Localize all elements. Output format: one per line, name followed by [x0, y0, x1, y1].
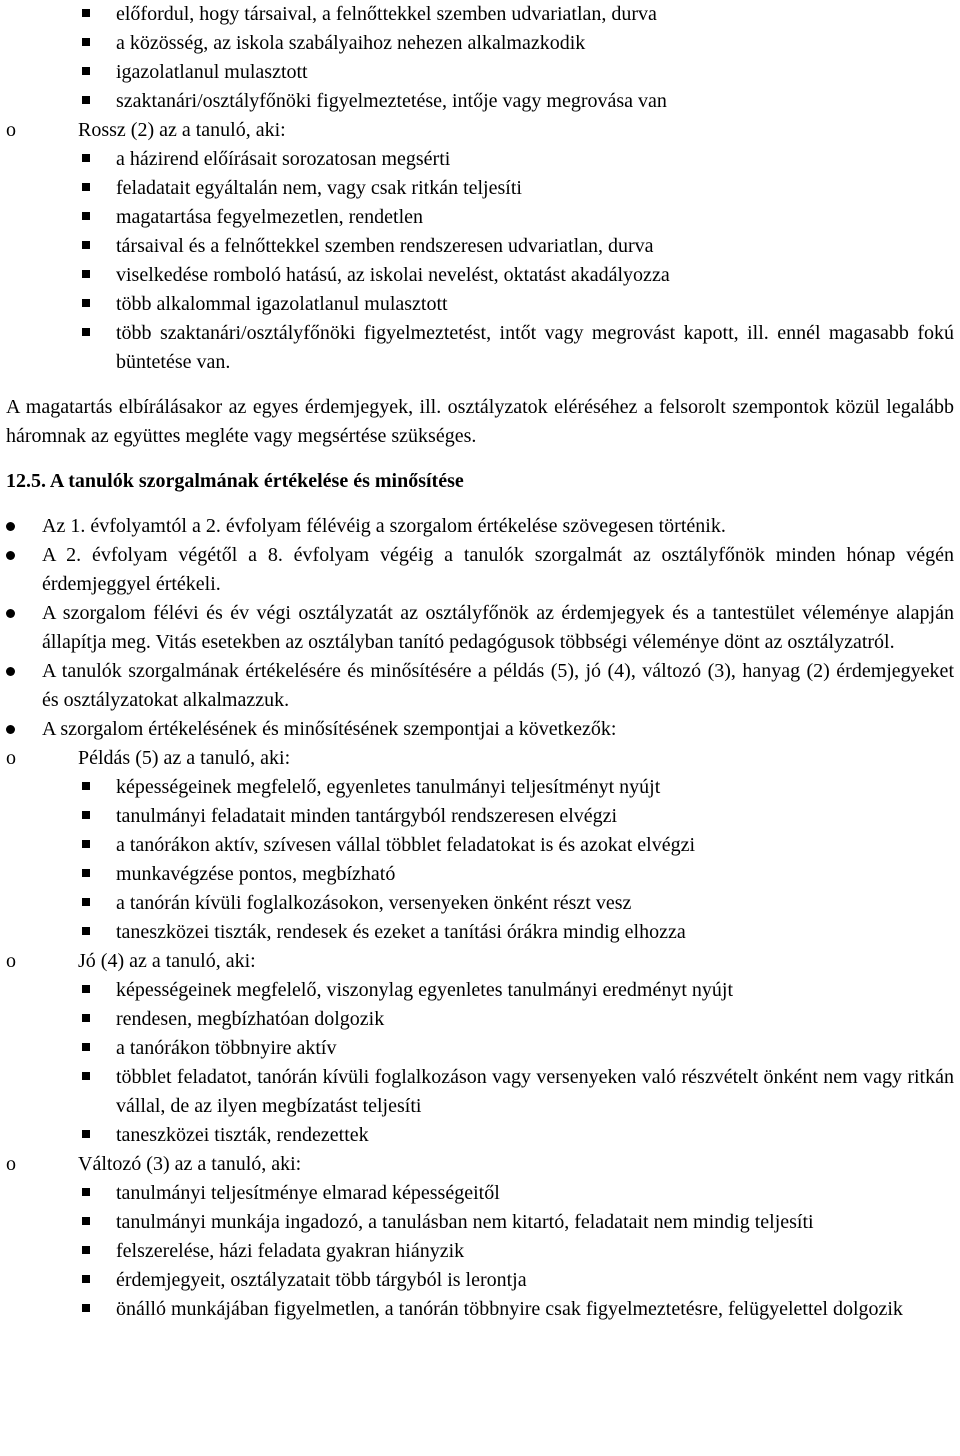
list-item: A szorgalom félévi és év végi osztályzatát az osztályfőnök az érdemjegyek és a tantestület véleménye alapján állapítja meg. Vitás esetekben az osztályban tanító pedagógusok többségi véleménye dönt az osztályzatról.: [6, 599, 954, 657]
list-item: előfordul, hogy társaival, a felnőttekkel szemben udvariatlan, durva: [6, 0, 954, 29]
list-item: tanulmányi feladatait minden tantárgyból rendszeresen elvégzi: [6, 802, 954, 831]
list-item: képességeinek megfelelő, viszonylag egyenletes tanulmányi eredményt nyújt: [6, 976, 954, 1005]
square-bullet-icon: [82, 782, 90, 790]
list-item: feladatait egyáltalán nem, vagy csak ritkán teljesíti: [6, 174, 954, 203]
list-item: tanulmányi munkája ingadozó, a tanulásban nem kitartó, feladatait nem mindig teljesíti: [6, 1208, 954, 1237]
list-item: munkavégzése pontos, megbízható: [6, 860, 954, 889]
circle-bullet-icon: o: [6, 747, 16, 769]
list-item: több szaktanári/osztályfőnöki figyelmeztetést, intőt vagy megrovást kapott, ill. ennél magasabb fokú büntetése van.: [6, 319, 954, 377]
block1-list: [6, 0, 954, 116]
bullet-list: [6, 512, 954, 744]
square-bullet-icon: [82, 9, 90, 17]
list-item: taneszközei tiszták, rendesek és ezeket a tanítási órákra mindig elhozza: [6, 918, 954, 947]
square-bullet-icon: [82, 840, 90, 848]
dot-bullet-icon: [6, 551, 15, 560]
spacer: [6, 496, 954, 512]
list-item: önálló munkájában figyelmetlen, a tanórán többnyire csak figyelmeztetésre, felügyelettel dolgozik: [6, 1295, 954, 1324]
square-bullet-icon: [82, 1043, 90, 1051]
list-item: A tanulók szorgalmának értékelésére és minősítésére a példás (5), jó (4), változó (3), hanyag (2) érdemjegyeket és osztályzatokat alkalmazzuk.: [6, 657, 954, 715]
square-bullet-icon: [82, 1275, 90, 1283]
list-item: Az 1. évfolyamtól a 2. évfolyam félévéig a szorgalom értékelése szövegesen történik.: [6, 512, 954, 541]
list-item: tanulmányi teljesítménye elmarad képességeitől: [6, 1179, 954, 1208]
list-item: képességeinek megfelelő, egyenletes tanulmányi teljesítményt nyújt: [6, 773, 954, 802]
square-bullet-icon: [82, 1304, 90, 1312]
square-bullet-icon: [82, 1130, 90, 1138]
list-item: A 2. évfolyam végétől a 8. évfolyam végéig a tanulók szorgalmát az osztályfőnök minden hónap végén érdemjeggyel értékeli.: [6, 541, 954, 599]
square-bullet-icon: [82, 1188, 90, 1196]
list-item: magatartása fegyelmezetlen, rendetlen: [6, 203, 954, 232]
circle-bullet-icon: o: [6, 950, 16, 972]
square-bullet-icon: [82, 1014, 90, 1022]
square-bullet-icon: [82, 328, 90, 336]
list-item: a tanórákon aktív, szívesen vállal többlet feladatokat is és azokat elvégzi: [6, 831, 954, 860]
jo-section: [6, 947, 954, 1150]
list-item: igazolatlanul mulasztott: [6, 58, 954, 87]
list-item: taneszközei tiszták, rendezettek: [6, 1121, 954, 1150]
square-bullet-icon: [82, 811, 90, 819]
square-bullet-icon: [82, 67, 90, 75]
list-item: a házirend előírásait sorozatosan megsérti: [6, 145, 954, 174]
list-item: a közösség, az iskola szabályaihoz nehezen alkalmazkodik: [6, 29, 954, 58]
square-bullet-icon: [82, 154, 90, 162]
square-bullet-icon: [82, 985, 90, 993]
list-item: többlet feladatot, tanórán kívüli foglalkozáson vagy versenyeken való részvételt önként nem vagy ritkán vállal, de az ilyen megbízatást teljesíti: [6, 1063, 954, 1121]
valtozo-section: [6, 1150, 954, 1324]
square-bullet-icon: [82, 38, 90, 46]
spacer: [6, 377, 954, 393]
square-bullet-icon: [82, 299, 90, 307]
rossz-section: [6, 116, 954, 377]
valtozo-title: o Változó (3) az a tanuló, aki:: [6, 1150, 954, 1179]
dot-bullet-icon: [6, 609, 15, 618]
dot-bullet-icon: [6, 522, 15, 531]
paragraph: A magatartás elbírálásakor az egyes érdemjegyek, ill. osztályzatok eléréséhez a felsorolt szempontok közül legalább háromnak az együttes megléte vagy megsértése szükséges.: [6, 396, 954, 447]
list-item: A szorgalom értékelésének és minősítésének szempontjai a következők:: [6, 715, 954, 744]
jo-title: o Jó (4) az a tanuló, aki:: [6, 947, 954, 976]
square-bullet-icon: [82, 241, 90, 249]
square-bullet-icon: [82, 212, 90, 220]
list-item: társaival és a felnőttekkel szemben rendszeresen udvariatlan, durva: [6, 232, 954, 261]
circle-bullet-icon: o: [6, 1153, 16, 1175]
section-heading: 12.5. A tanulók szorgalmának értékelése és minősítése: [6, 470, 464, 492]
square-bullet-icon: [82, 96, 90, 104]
rossz-title: o Rossz (2) az a tanuló, aki:: [6, 116, 954, 145]
square-bullet-icon: [82, 1246, 90, 1254]
circle-bullet-icon: o: [6, 119, 16, 141]
list-item: érdemjegyeit, osztályzatait több tárgyból is lerontja: [6, 1266, 954, 1295]
list-item: a tanórákon többnyire aktív: [6, 1034, 954, 1063]
pelda-section: [6, 744, 954, 947]
list-item: szaktanári/osztályfőnöki figyelmeztetése, intője vagy megrovása van: [6, 87, 954, 116]
list-item: viselkedése romboló hatású, az iskolai nevelést, oktatást akadályozza: [6, 261, 954, 290]
square-bullet-icon: [82, 927, 90, 935]
pelda-title: o Példás (5) az a tanuló, aki:: [6, 744, 954, 773]
square-bullet-icon: [82, 898, 90, 906]
square-bullet-icon: [82, 1072, 90, 1080]
square-bullet-icon: [82, 869, 90, 877]
spacer: [6, 451, 954, 467]
list-item: felszerelése, házi feladata gyakran hiányzik: [6, 1237, 954, 1266]
square-bullet-icon: [82, 183, 90, 191]
dot-bullet-icon: [6, 725, 15, 734]
list-item: több alkalommal igazolatlanul mulasztott: [6, 290, 954, 319]
square-bullet-icon: [82, 270, 90, 278]
list-item: rendesen, megbízhatóan dolgozik: [6, 1005, 954, 1034]
dot-bullet-icon: [6, 667, 15, 676]
list-item: a tanórán kívüli foglalkozásokon, versenyeken önként részt vesz: [6, 889, 954, 918]
square-bullet-icon: [82, 1217, 90, 1225]
